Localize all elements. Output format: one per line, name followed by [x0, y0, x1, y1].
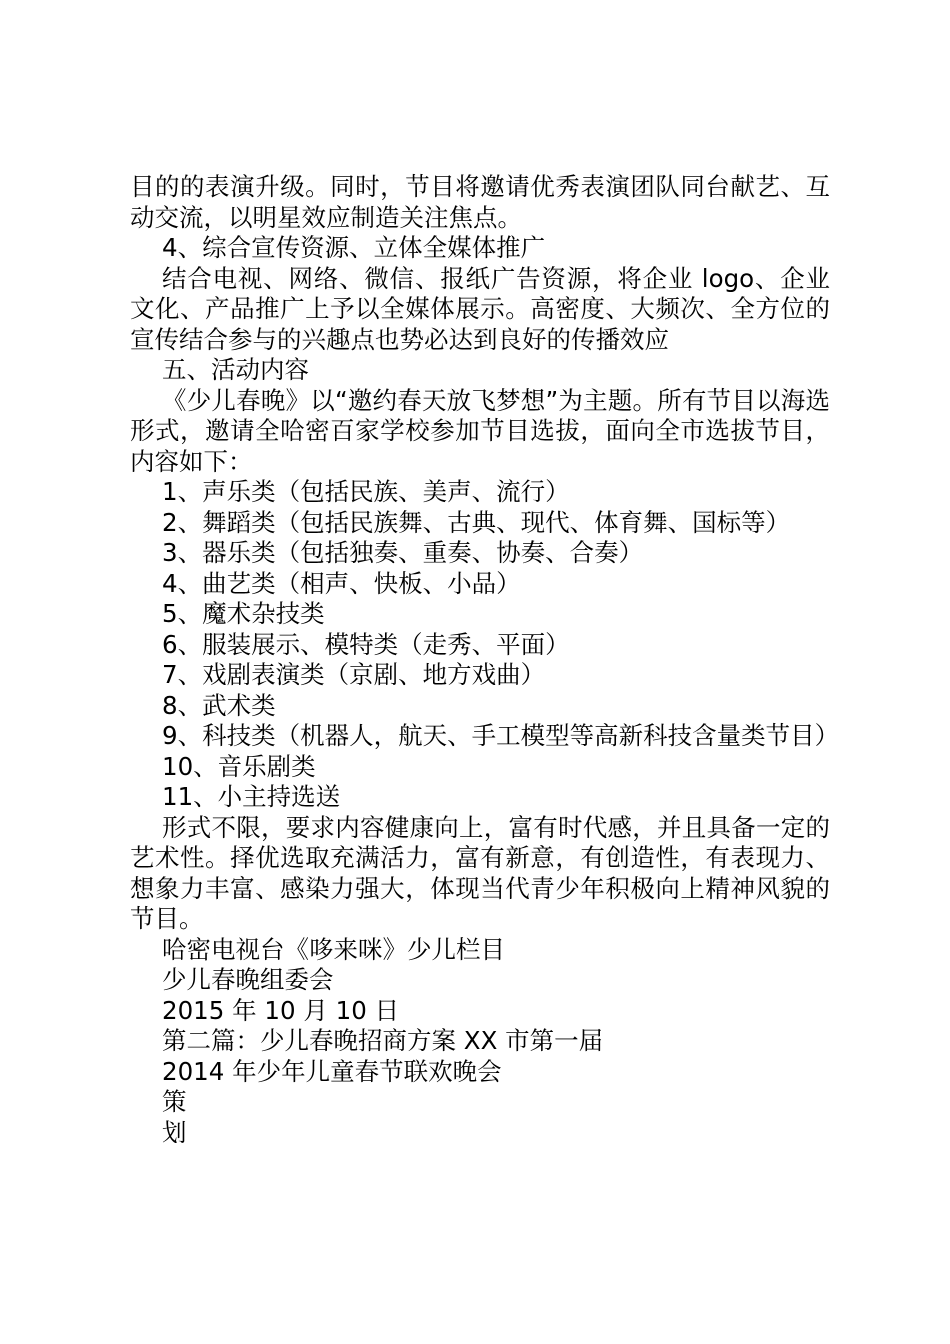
paragraph: 第二篇：少儿春晚招商方案 XX 市第一届 — [162, 1026, 604, 1055]
paragraph: 4、曲艺类（相声、快板、小品） — [162, 568, 521, 598]
paragraph: 策 — [162, 1087, 187, 1116]
paragraph: 7、戏剧表演类（京剧、地方戏曲） — [162, 660, 546, 689]
paragraph: 4、综合宣传资源、立体全媒体推广 — [162, 233, 546, 262]
paragraph: 5、魔术杂技类 — [162, 599, 325, 628]
paragraph: 划 — [162, 1117, 187, 1147]
paragraph: 9、科技类（机器人，航天、手工模型等高新科技含量类节目） — [162, 721, 840, 750]
paragraph: 2015 年 10 月 10 日 — [162, 995, 400, 1025]
paragraph: 五、活动内容 — [162, 355, 309, 384]
paragraph: 《少儿春晚》以“邀约春天放飞梦想”为主题。所有节目以海选形式，邀请全哈密百家学校参加节目选拔，面向全市选拔节目，内容如下： — [130, 385, 830, 476]
paragraph: 哈密电视台《哆来咪》少儿栏目 — [162, 934, 505, 964]
paragraph: 少儿春晚组委会 — [162, 965, 334, 994]
paragraph: 2014 年少年儿童春节联欢晚会 — [162, 1056, 502, 1086]
document-body — [130, 172, 840, 1148]
paragraph: 11、小主持选送 — [162, 782, 341, 811]
paragraph: 8、武术类 — [162, 690, 276, 720]
paragraph: 结合电视、网络、微信、报纸广告资源，将企业 logo、企业文化、产品推广上予以全媒体展示。高密度、大频次、全方位的宣传结合参与的兴趣点也势必达到良好的传播效应 — [130, 263, 830, 354]
paragraph: 1、声乐类（包括民族、美声、流行） — [162, 477, 570, 506]
paragraph: 10、音乐剧类 — [162, 751, 316, 781]
paragraph: 目的的表演升级。同时，节目将邀请优秀表演团队同台献艺、互动交流，以明星效应制造关注焦点。 — [130, 172, 830, 232]
paragraph: 3、器乐类（包括独奏、重奏、协奏、合奏） — [162, 538, 644, 567]
paragraph: 形式不限，要求内容健康向上，富有时代感，并且具备一定的艺术性。择优选取充满活力，富有新意，有创造性，有表现力、想象力丰富、感染力强大，体现当代青少年积极向上精神风貌的节目。 — [130, 812, 830, 933]
paragraph: 6、服装展示、模特类（走秀、平面） — [162, 629, 570, 659]
paragraph: 2、舞蹈类（包括民族舞、古典、现代、体育舞、国标等） — [162, 507, 791, 537]
